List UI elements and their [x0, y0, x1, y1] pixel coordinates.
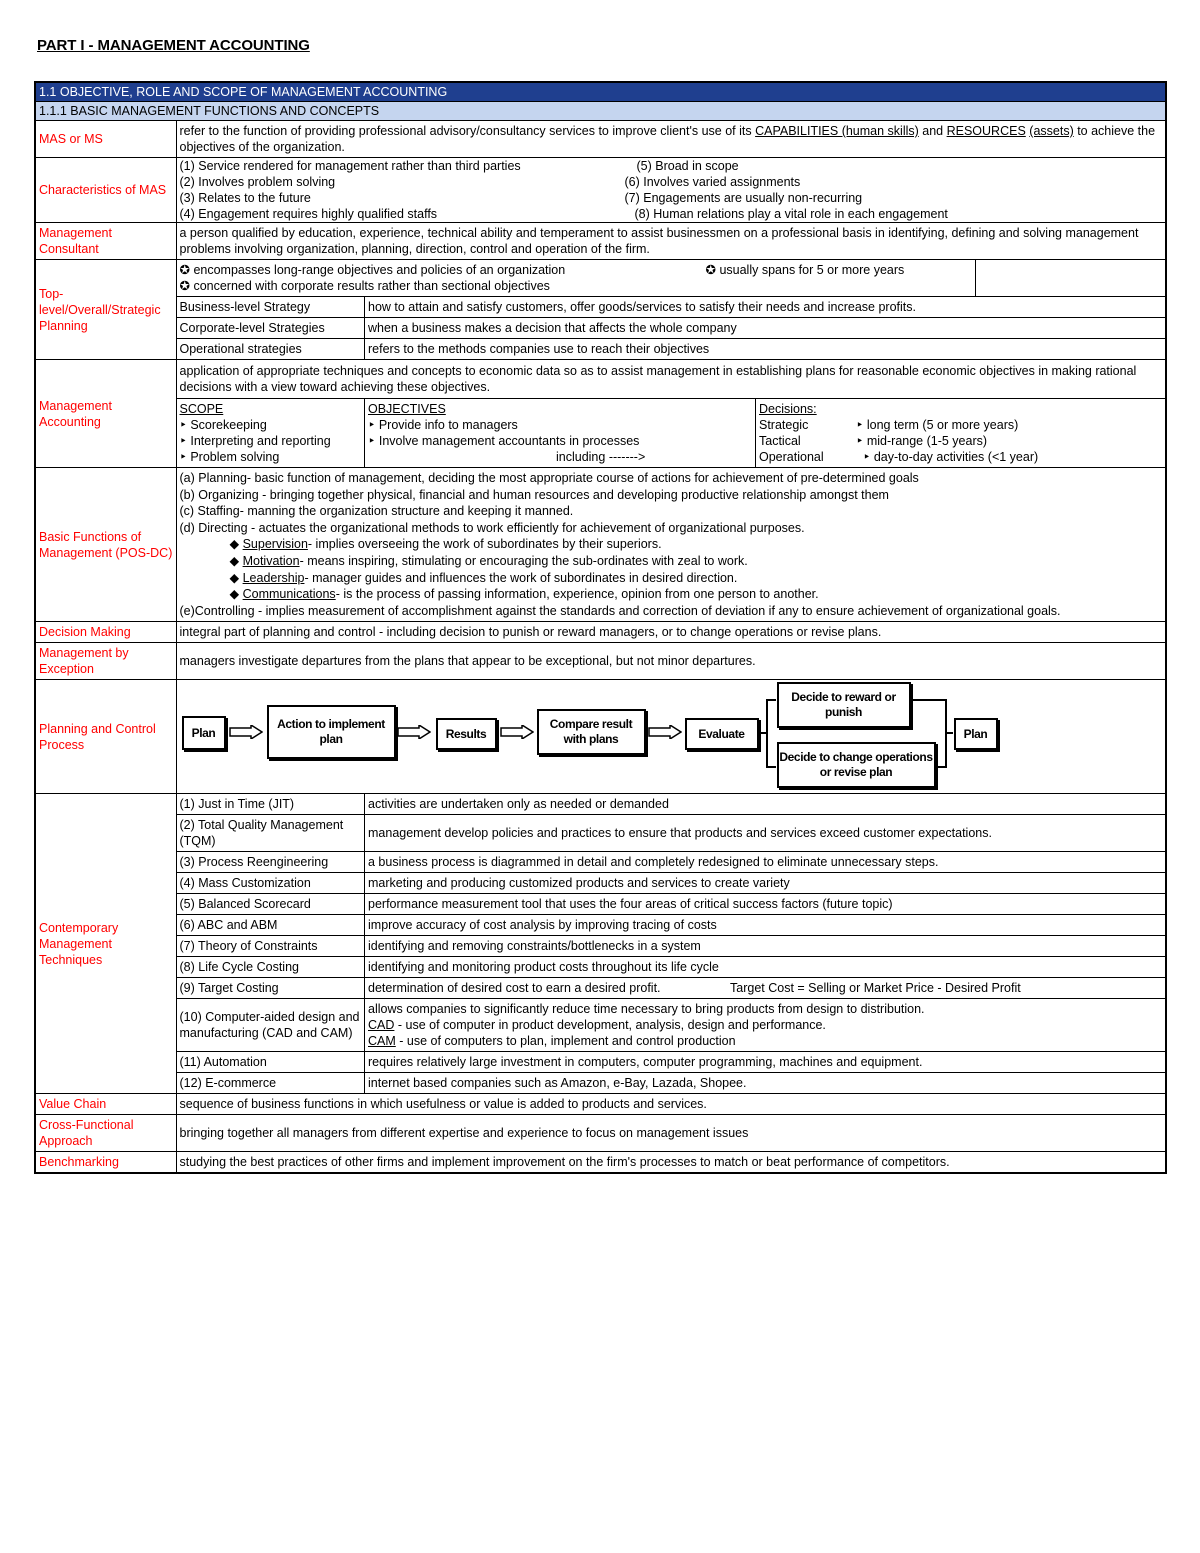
scope-cell: SCOPE ‣ Scorekeeping ‣ Interpreting and reporting ‣ Problem solving — [177, 399, 365, 468]
technique-term: (12) E-commerce — [177, 1073, 365, 1094]
decision-making-definition: integral part of planning and control - including decision to punish or reward managers, or to change operations or revise plans. — [176, 622, 1166, 643]
mbe-label: Management by Exception — [35, 643, 176, 680]
mgmt-accounting-label: Management Accounting — [35, 360, 176, 468]
strategy-desc: refers to the methods companies use to reach their objectives — [365, 339, 1166, 360]
characteristic-item: (2) Involves problem solving — [179, 175, 336, 189]
compare-box: Compare result with plans — [537, 709, 646, 755]
section-header: 1.1 OBJECTIVE, ROLE AND SCOPE OF MANAGEMENT ACCOUNTING — [35, 82, 1166, 102]
technique-term: (5) Balanced Scorecard — [177, 894, 365, 915]
arrow-right-icon — [500, 725, 534, 739]
row-planning-control — [35, 680, 1166, 794]
value-chain-definition: sequence of business functions in which usefulness or value is added to products and services. — [176, 1094, 1166, 1115]
characteristic-item: (7) Engagements are usually non-recurring — [624, 191, 863, 205]
row-contemporary — [35, 794, 1166, 1094]
row-consultant — [35, 223, 1166, 260]
planning-control-diagram — [177, 680, 1166, 793]
row-decision-making — [35, 622, 1166, 643]
subsection-header: 1.1.1 BASIC MANAGEMENT FUNCTIONS AND CONCEPTS — [35, 102, 1166, 121]
row-cross-functional — [35, 1115, 1166, 1152]
row-mgmt-accounting — [35, 360, 1166, 468]
plan-box-2: Plan — [954, 718, 998, 750]
technique-desc: internet based companies such as Amazon, e-Bay, Lazada, Shopee. — [365, 1073, 1166, 1094]
arrow-right-icon — [397, 725, 431, 739]
mgmt-accounting-definition: application of appropriate techniques and concepts to economic data so as to assist management in establishing plans for reasonable economic objectives in making rational decisions with a view toward achieving these objectives. — [177, 360, 1166, 399]
technique-term: (2) Total Quality Management (TQM) — [177, 815, 365, 852]
action-box: Action to implement plan — [267, 705, 396, 759]
characteristic-item: (8) Human relations play a vital role in each engagement — [634, 207, 948, 221]
arrow-right-icon — [229, 725, 263, 739]
plan-box: Plan — [182, 716, 226, 750]
technique-desc: a business process is diagrammed in detail and completely redesigned to eliminate unnecessary steps. — [365, 852, 1166, 873]
characteristic-item: (3) Relates to the future — [179, 191, 311, 205]
technique-term: (11) Automation — [177, 1052, 365, 1073]
characteristic-item: (5) Broad in scope — [636, 159, 739, 173]
connector-line — [766, 699, 768, 767]
technique-term: (8) Life Cycle Costing — [177, 957, 365, 978]
technique-term: (3) Process Reengineering — [177, 852, 365, 873]
empty-cell — [976, 260, 1165, 297]
row-mas — [35, 121, 1166, 158]
decisions-cell: Decisions: Strategic ‣ long term (5 or more years) Tactical ‣ mid-range (1-5 years) Operational ‣ day-to-day activities (<1 year) — [756, 399, 1166, 468]
row-benchmarking — [35, 1152, 1166, 1174]
strategy-term: Business-level Strategy — [177, 297, 365, 318]
connector-line — [766, 766, 776, 768]
objectives-cell: OBJECTIVES ‣ Provide info to managers ‣ Involve management accountants in processes including -------> — [365, 399, 756, 468]
benchmarking-label: Benchmarking — [35, 1152, 176, 1174]
change-box: Decide to change operations or revise plan — [777, 742, 936, 788]
functions-content: (a) Planning- basic function of management, deciding the most appropriate course of actions for achievement of pre-determined goals (b) Organizing - bringing together physical, financial and human resources and developing productive relationship amongst them (c) Staffing- manning the organization structure and keeping it manned. (d) Directing - actuates the organizational methods to work efficiently for achievement of organizational purposes. ◆ Supervision- implies overseeing the work of subordinates by their superiors. ◆ Motivation- means inspiring, stimulating or encouraging the sub-ordinates with zeal to work. ◆ Leadership- manager guides and influences the work of subordinates in desired direction. ◆ Communications- is the process of passing information, experience, opinion from one person to another. (e)Controlling - implies measurement of accomplishment against the standards and correction of deviation if any to ensure achievement of organizational goals. — [176, 468, 1166, 622]
mas-label: MAS or MS — [35, 121, 176, 158]
consultant-definition: a person qualified by education, experience, technical ability and temperament to assist businessmen on a professional basis in identifying, defining and solving management problems involving organization, planning, direction, control and operation of the firm. — [176, 223, 1166, 260]
mbe-definition: managers investigate departures from the plans that appear to be exceptional, but not minor departures. — [176, 643, 1166, 680]
consultant-label: Management Consultant — [35, 223, 176, 260]
technique-desc: allows companies to significantly reduce time necessary to bring products from design to distribution. CAD - use of computer in product development, analysis, design and performance. CAM - use of computers to plan, implement and control production — [365, 999, 1166, 1052]
connector-line — [766, 699, 776, 701]
technique-desc: performance measurement tool that uses the four areas of critical success factors (future topic) — [365, 894, 1166, 915]
evaluate-box: Evaluate — [685, 718, 759, 750]
strategy-term: Operational strategies — [177, 339, 365, 360]
technique-term: (10) Computer-aided design and manufacturing (CAD and CAM) — [177, 999, 365, 1052]
strategy-desc: how to attain and satisfy customers, offer goods/services to satisfy their needs and increase profits. — [365, 297, 1166, 318]
characteristic-item: (6) Involves varied assignments — [624, 175, 801, 189]
cross-functional-label: Cross-Functional Approach — [35, 1115, 176, 1152]
mas-definition: refer to the function of providing professional advisory/consultancy services to improve client's use of its CAPABILITIES (human skills) and RESOURCES (assets) to achieve the objectives of the organization. — [176, 121, 1166, 158]
results-box: Results — [436, 718, 497, 750]
characteristic-item: (4) Engagement requires highly qualified staffs — [179, 207, 438, 221]
accounting-table — [34, 81, 1167, 1174]
technique-term: (1) Just in Time (JIT) — [177, 794, 365, 815]
connector-line — [911, 699, 946, 701]
strategy-term: Corporate-level Strategies — [177, 318, 365, 339]
row-mbe — [35, 643, 1166, 680]
benchmarking-definition: studying the best practices of other firms and implement improvement on the firm's processes to match or beat performance of competitors. — [176, 1152, 1166, 1174]
technique-desc: activities are undertaken only as needed or demanded — [365, 794, 1166, 815]
strategic-label: Top-level/Overall/Strategic Planning — [35, 260, 176, 360]
row-value-chain — [35, 1094, 1166, 1115]
strategic-bullets: ✪ encompasses long-range objectives and policies of an organization ✪ usually spans for 5 or more years ✪ concerned with corporate results rather than sectional objectives — [177, 260, 976, 297]
planning-control-label: Planning and Control Process — [35, 680, 176, 794]
technique-desc: requires relatively large investment in computers, computer programming, machines and equipment. — [365, 1052, 1166, 1073]
technique-desc: management develop policies and practices to ensure that products and services exceed customer expectations. — [365, 815, 1166, 852]
characteristics-label: Characteristics of MAS — [35, 158, 176, 223]
page-title: PART I - MANAGEMENT ACCOUNTING — [37, 37, 310, 54]
arrow-right-icon — [648, 725, 682, 739]
technique-term: (4) Mass Customization — [177, 873, 365, 894]
technique-desc: identifying and monitoring product costs throughout its life cycle — [365, 957, 1166, 978]
technique-desc: improve accuracy of cost analysis by improving tracing of costs — [365, 915, 1166, 936]
strategy-desc: when a business makes a decision that affects the whole company — [365, 318, 1166, 339]
technique-desc: marketing and producing customized products and services to create variety — [365, 873, 1166, 894]
contemporary-label: Contemporary Management Techniques — [35, 794, 176, 1094]
technique-desc: determination of desired cost to earn a desired profit. Target Cost = Selling or Market Price - Desired Profit — [365, 978, 1166, 999]
row-strategic — [35, 260, 1166, 360]
value-chain-label: Value Chain — [35, 1094, 176, 1115]
technique-term: (9) Target Costing — [177, 978, 365, 999]
technique-desc: identifying and removing constraints/bottlenecks in a system — [365, 936, 1166, 957]
row-functions — [35, 468, 1166, 622]
row-characteristics — [35, 158, 1166, 223]
cross-functional-definition: bringing together all managers from different expertise and experience to focus on management issues — [176, 1115, 1166, 1152]
functions-label: Basic Functions of Management (POS-DC) — [35, 468, 176, 622]
connector-line — [945, 732, 953, 734]
technique-term: (7) Theory of Constraints — [177, 936, 365, 957]
reward-box: Decide to reward or punish — [777, 682, 911, 728]
decision-making-label: Decision Making — [35, 622, 176, 643]
technique-term: (6) ABC and ABM — [177, 915, 365, 936]
characteristics-list — [176, 158, 1166, 223]
characteristic-item: (1) Service rendered for management rather than third parties — [179, 159, 521, 173]
